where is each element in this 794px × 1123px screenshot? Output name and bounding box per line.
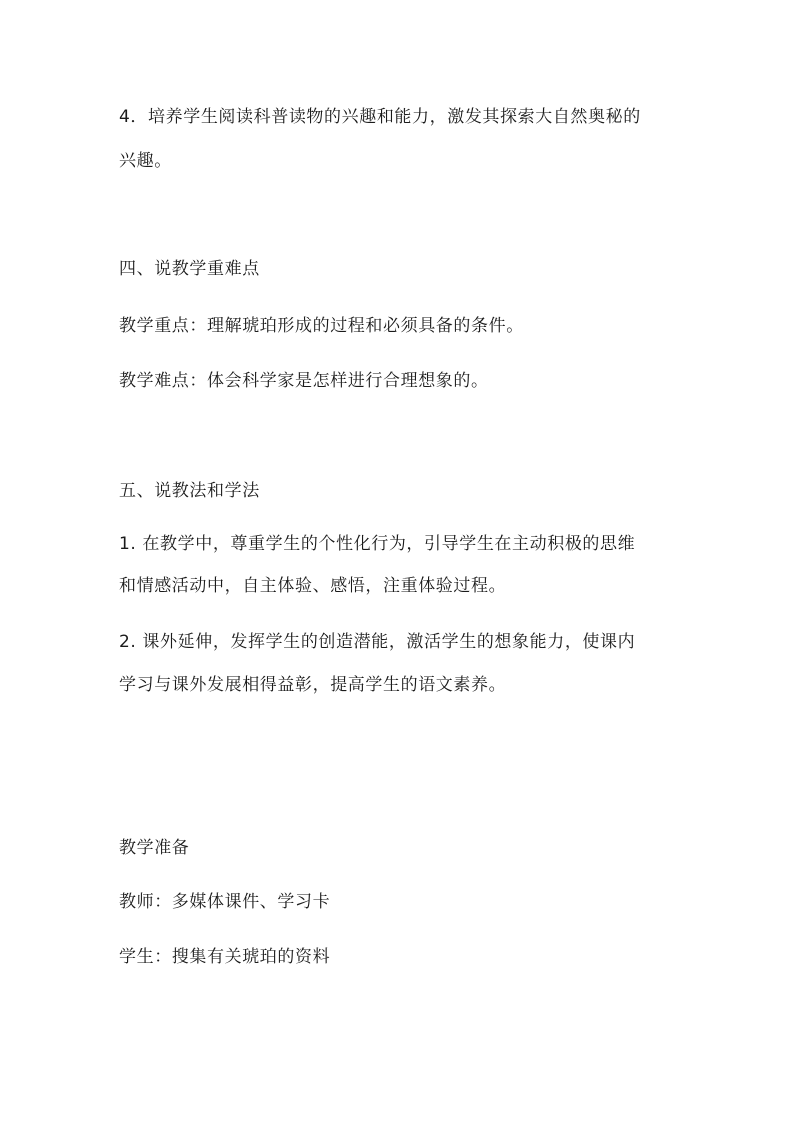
objective-4-line-2: 兴趣。 [119,151,172,171]
method-item-2-line-1: 2. 课外延伸，发挥学生的创造潜能，激活学生的想象能力，使课内 [119,632,636,652]
section-4-heading: 四、说教学重难点 [119,259,260,279]
key-point-text: 教学重点：理解琥珀形成的过程和必须具备的条件。 [119,316,524,336]
preparation-heading: 教学准备 [119,838,190,858]
student-preparation-text: 学生：搜集有关琥珀的资料 [119,947,331,967]
method-item-2-line-2: 学习与课外发展相得益彰，提高学生的语文素养。 [119,675,507,695]
difficult-point-text: 教学难点：体会科学家是怎样进行合理想象的。 [119,371,489,391]
section-5-heading: 五、说教法和学法 [119,481,260,501]
teacher-preparation-text: 教师：多媒体课件、学习卡 [119,892,331,912]
method-item-1-line-2: 和情感活动中，自主体验、感悟，注重体验过程。 [119,576,507,596]
objective-4-line-1: 4．培养学生阅读科普读物的兴趣和能力，激发其探索大自然奥秘的 [119,107,641,127]
method-item-1-line-1: 1. 在教学中，尊重学生的个性化行为，引导学生在主动积极的思维 [119,534,636,554]
